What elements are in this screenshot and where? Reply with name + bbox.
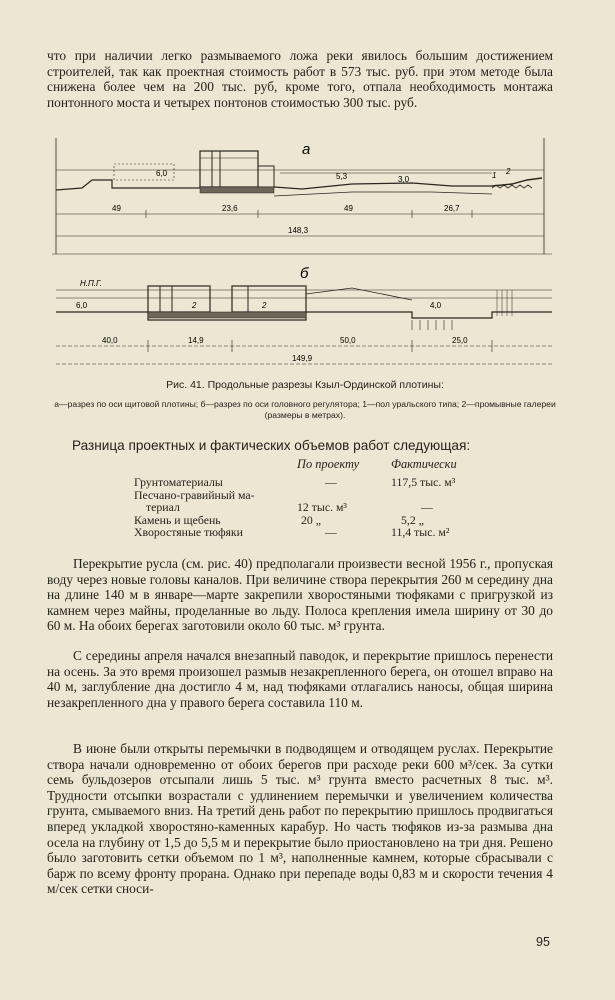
row-fact <box>391 489 481 501</box>
b-dim-7: 149,9 <box>292 354 313 363</box>
b-marker-1: 2 <box>192 301 197 310</box>
figure-legend: а—разрез по оси щитовой плотины; б—разрез по оси головного регулятора; 1—пол уральского типа; 2—промывные галереи (размеры в метрах). <box>54 399 556 420</box>
row-fact: 11,4 тыс. м² <box>391 525 450 540</box>
a-marker-2: 2 <box>506 167 511 176</box>
a-dim-8: 148,3 <box>288 226 309 235</box>
table-row <box>134 501 481 513</box>
volumes-heading: Разница проектных и фактических объемов работ следующая: <box>72 438 471 453</box>
volumes-table <box>134 458 481 538</box>
a-marker-1: 1 <box>492 171 497 180</box>
paragraph-3: С середины апреля начался внезапный паводок, и перекрытие пришлось перенести на осень. За это время произошел размыв незакрепленного берега, он отошел вправо на 40 м, заглубление дна достигло 4 м, над тюфяками отлагались наносы, общая ширина незакрепленного дна у правого берега составила 110 м. <box>47 648 553 710</box>
a-dim-1: 6,0 <box>156 169 168 178</box>
figure-section-b <box>52 260 557 370</box>
row-name: Песчано-гравийный ма- <box>134 487 255 502</box>
table-header-row <box>134 458 481 476</box>
page-number: 95 <box>536 935 550 949</box>
b-marker-2: 2 <box>262 301 267 310</box>
paragraph-4: В июне были открыты перемычки в подводящем и отводящем руслах. Перекрытие створа начали одновременно от обоих берегов при расходе реки 600 м³/сек. За сутки семь бульдозеров отсыпали лишь 5 тыс. м³ грунта вместо расчетных 8 тыс. м³. Трудности отсыпки возрастали с удлинением перемычки и увеличением количества грунта, смываемого вниз. На третий день работ по перекрытию пришлось продвигаться вперед укладкой хворостяно-каменных карабур. Но часть тюфяков из-за размыва дна осела на глубину от 1,5 до 5,5 м и перекрытие было приостановлено на три дня. Решено было заготовить сетки объемом по 1 м³, наполненные камнем, которые сбрасывали с барж по всему фронту прорана. Однако при перепаде воды 0,83 м и скорости течения 4 м/сек сетки сноси- <box>47 741 553 897</box>
table-row <box>134 526 481 538</box>
col-fact-header: Фактически <box>391 457 457 471</box>
a-dim-2: 5,3 <box>336 172 348 181</box>
b-dim-3: 40,0 <box>102 336 118 345</box>
row-name: Грунтоматериалы <box>134 475 223 490</box>
row-name: териал <box>146 500 180 515</box>
paragraph-2: Перекрытие русла (см. рис. 40) предполагали произвести весной 1956 г., пропуская воду через новые головы каналов. При величине створа перекрытия 260 м середину дна на длине 140 м в январе—марте закрепили хворостяными тюфяками с пригрузкой из камнем через майны, проделанные во льду. Полоса крепления имела ширину от 30 до 60 м. На обоих берегах заготовили около 60 тыс. м³ грунта. <box>47 556 553 634</box>
row-plan: — <box>325 475 337 490</box>
a-dim-6: 49 <box>344 204 353 213</box>
row-name: Камень и щебень <box>134 512 221 527</box>
a-dim-5: 23,6 <box>222 204 238 213</box>
b-dim-4: 14,9 <box>188 336 204 345</box>
figure-section-a <box>52 136 557 258</box>
a-dim-4: 49 <box>112 204 121 213</box>
b-dim-5: 50,0 <box>340 336 356 345</box>
intro-paragraph: что при наличии легко размываемого ложа реки явилось большим достижением строителей, так как проектная стоимость работ в 573 тыс. руб. при этом методе была снижена более чем на 200 тыс. руб, кроме того, отпала необходимость монтажа понтонного моста и четырех понтонов стоимостью 300 тыс. руб. <box>47 48 553 110</box>
row-fact: 5,2 „ <box>401 512 424 527</box>
figure-a-label: а <box>302 141 311 158</box>
row-fact: 117,5 тыс. м³ <box>391 475 456 490</box>
b-water-label: Н.П.Г. <box>80 279 102 288</box>
row-plan: 20 „ <box>301 512 321 527</box>
figure-caption: Рис. 41. Продольные разрезы Кзыл-Ординской плотины: <box>166 379 444 391</box>
col-plan-header: По проекту <box>297 457 360 471</box>
row-fact: — <box>421 500 433 515</box>
table-row <box>134 476 481 488</box>
row-plan: 12 тыс. м³ <box>297 500 347 515</box>
b-dim-2: 4,0 <box>430 301 442 310</box>
row-plan: — <box>325 525 337 540</box>
row-name: Хворостяные тюфяки <box>134 525 243 540</box>
b-dim-1: 6,0 <box>76 301 88 310</box>
figure-b-label: б <box>300 265 309 282</box>
b-dim-6: 25,0 <box>452 336 468 345</box>
a-dim-3: 3,0 <box>398 175 410 184</box>
a-dim-7: 26,7 <box>444 204 460 213</box>
